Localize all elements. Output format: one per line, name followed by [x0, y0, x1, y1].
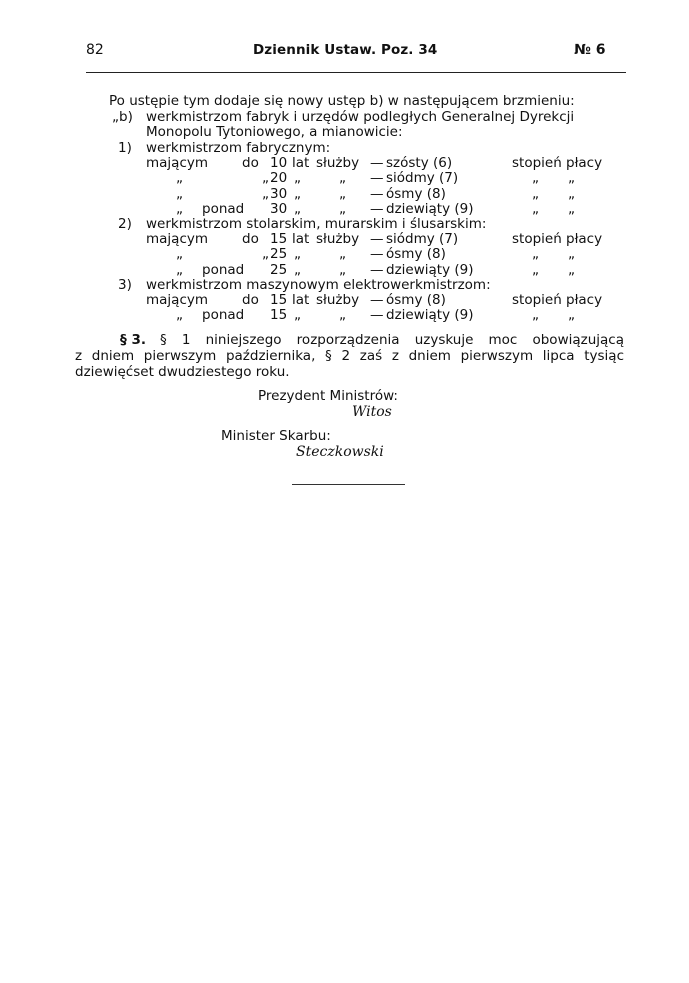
group2-number: 2) — [118, 216, 132, 232]
group2-row3-col-b: ponad — [202, 261, 245, 278]
group2-row2-col-f: — — [370, 246, 384, 263]
group1-row2-col-f: — — [370, 170, 384, 187]
group2-row1-col-g: siódmy (7) — [386, 231, 459, 247]
end-rule — [292, 484, 405, 485]
group2-row1-col-c: 15 — [270, 231, 288, 247]
section3-marker: § 3. — [120, 332, 146, 348]
group1-number: 1) — [118, 140, 132, 156]
journal-title: Dziennik Ustaw. Poz. 34 — [253, 42, 438, 58]
group3-row2-col-f: — — [370, 307, 384, 324]
group1-row3-col-c: 30 — [270, 185, 288, 202]
group3-title: werkmistrzom maszynowym elektrowerkmistrzom: — [146, 277, 491, 293]
section3-line2: z dniem pierwszym października, § 2 zaś z dniem pierwszym lipca tysiąc — [75, 348, 624, 364]
group2-row2-col-a: „ — [176, 246, 183, 263]
signature-name-steczkowski: Steczkowski — [296, 444, 384, 460]
group1-row4-col-h: „ — [532, 200, 539, 217]
group1-row2-col-d: „ — [294, 170, 301, 187]
group3-row1-col-a: mającym — [146, 292, 209, 308]
group3-row2-col-i: „ — [568, 307, 575, 324]
header-rule — [86, 72, 626, 73]
group1-row3-col-a: „ — [176, 185, 183, 202]
group2-row3-col-a: „ — [176, 261, 183, 278]
group1-row1-col-h: stopień — [512, 155, 562, 171]
group3-row1-col-e: służby — [316, 292, 360, 308]
group3-row2-col-a: „ — [176, 307, 183, 324]
page-number: 82 — [86, 42, 104, 58]
group2-row3-col-i: „ — [568, 261, 575, 278]
section3-line1: § 1 niniejszego rozporządzenia uzyskuje moc obowiązującą — [160, 332, 624, 348]
paragraph-b-line1: werkmistrzom fabryk i urzędów podległych Generalnej Dyrekcji — [146, 109, 575, 125]
group2-row1-col-a: mającym — [146, 231, 209, 247]
group1-row4-col-c: 30 — [270, 200, 288, 217]
paragraph-b-marker: „b) — [112, 109, 133, 125]
group3-row1-col-h: stopień — [512, 292, 562, 308]
group2-row2-col-b: „ — [262, 246, 269, 263]
group1-row3-col-b: „ — [262, 185, 269, 202]
group3-row1-col-f: — — [370, 292, 384, 308]
group1-row2-col-c: 20 — [270, 170, 288, 187]
signature-role-prime-minister: Prezydent Ministrów: — [258, 388, 398, 404]
group1-row4-col-f: — — [370, 200, 384, 217]
group3-row2-col-b: ponad — [202, 307, 245, 324]
group1-row3-col-d: „ — [294, 185, 301, 202]
group1-row3-col-f: — — [370, 185, 384, 202]
group2-row3-col-e: „ — [339, 261, 346, 278]
group2-row2-col-g: ósmy (8) — [386, 246, 446, 263]
group1-row1-col-i: płacy — [566, 155, 603, 171]
group1-row1-col-c: 10 — [270, 155, 288, 171]
group2-row1-col-d: lat — [292, 231, 310, 247]
group1-row3-col-g: ósmy (8) — [386, 185, 446, 202]
group1-row1-col-e: służby — [316, 155, 360, 171]
issue-number: № 6 — [574, 42, 606, 58]
group2-row2-col-e: „ — [339, 246, 346, 263]
group1-title: werkmistrzom fabrycznym: — [146, 140, 331, 156]
group2-row3-col-f: — — [370, 261, 384, 278]
group1-row2-col-h: „ — [532, 170, 539, 187]
group2-row2-col-d: „ — [294, 246, 301, 263]
group2-row1-col-b: do — [242, 231, 259, 247]
group2-row2-col-i: „ — [568, 246, 575, 263]
section3-line3: dziewięćset dwudziestego roku. — [75, 364, 290, 380]
group2-row3-col-h: „ — [532, 261, 539, 278]
group1-row2-col-a: „ — [176, 170, 183, 187]
signature-name-witos: Witos — [352, 404, 392, 420]
group3-row1-col-d: lat — [292, 292, 310, 308]
group1-row1-col-d: lat — [292, 155, 310, 171]
group2-row2-col-h: „ — [532, 246, 539, 263]
group1-row3-col-i: „ — [568, 185, 575, 202]
group3-row2-col-c: 15 — [270, 307, 288, 324]
group1-row2-col-b: „ — [262, 170, 269, 187]
group1-row4-col-e: „ — [339, 200, 346, 217]
group1-row4-col-i: „ — [568, 200, 575, 217]
group1-row4-col-d: „ — [294, 200, 301, 217]
group3-number: 3) — [118, 277, 132, 293]
group2-row3-col-c: 25 — [270, 261, 288, 278]
group2-row1-col-h: stopień — [512, 231, 562, 247]
group2-row3-col-d: „ — [294, 261, 301, 278]
paragraph-b-line2: Monopolu Tytoniowego, a mianowicie: — [146, 124, 403, 140]
group1-row1-col-f: — — [370, 155, 384, 171]
group3-row1-col-c: 15 — [270, 292, 288, 308]
group3-row2-col-e: „ — [339, 307, 346, 324]
group2-row1-col-e: służby — [316, 231, 360, 247]
group3-row2-col-g: dziewiąty (9) — [386, 307, 474, 324]
group1-row4-col-g: dziewiąty (9) — [386, 200, 474, 217]
group1-row1-col-b: do — [242, 155, 259, 171]
group2-row1-col-i: płacy — [566, 231, 603, 247]
group3-row1-col-g: ósmy (8) — [386, 292, 446, 308]
group2-row2-col-c: 25 — [270, 246, 288, 263]
group1-row2-col-g: siódmy (7) — [386, 170, 459, 187]
intro-line: Po ustępie tym dodaje się nowy ustęp b) w następującem brzmieniu: — [109, 93, 575, 109]
group1-row1-col-a: mającym — [146, 155, 209, 171]
group2-row1-col-f: — — [370, 231, 384, 247]
group1-row2-col-e: „ — [339, 170, 346, 187]
group3-row1-col-i: płacy — [566, 292, 603, 308]
group1-row1-col-g: szósty (6) — [386, 155, 453, 171]
group1-row4-col-b: ponad — [202, 200, 245, 217]
group3-row1-col-b: do — [242, 292, 259, 308]
group3-row2-col-d: „ — [294, 307, 301, 324]
group3-row2-col-h: „ — [532, 307, 539, 324]
group1-row4-col-a: „ — [176, 200, 183, 217]
group2-title: werkmistrzom stolarskim, murarskim i ślusarskim: — [146, 216, 487, 232]
group1-row2-col-i: „ — [568, 170, 575, 187]
group2-row3-col-g: dziewiąty (9) — [386, 261, 474, 278]
group1-row3-col-h: „ — [532, 185, 539, 202]
group1-row3-col-e: „ — [339, 185, 346, 202]
signature-role-treasury-minister: Minister Skarbu: — [221, 428, 331, 444]
